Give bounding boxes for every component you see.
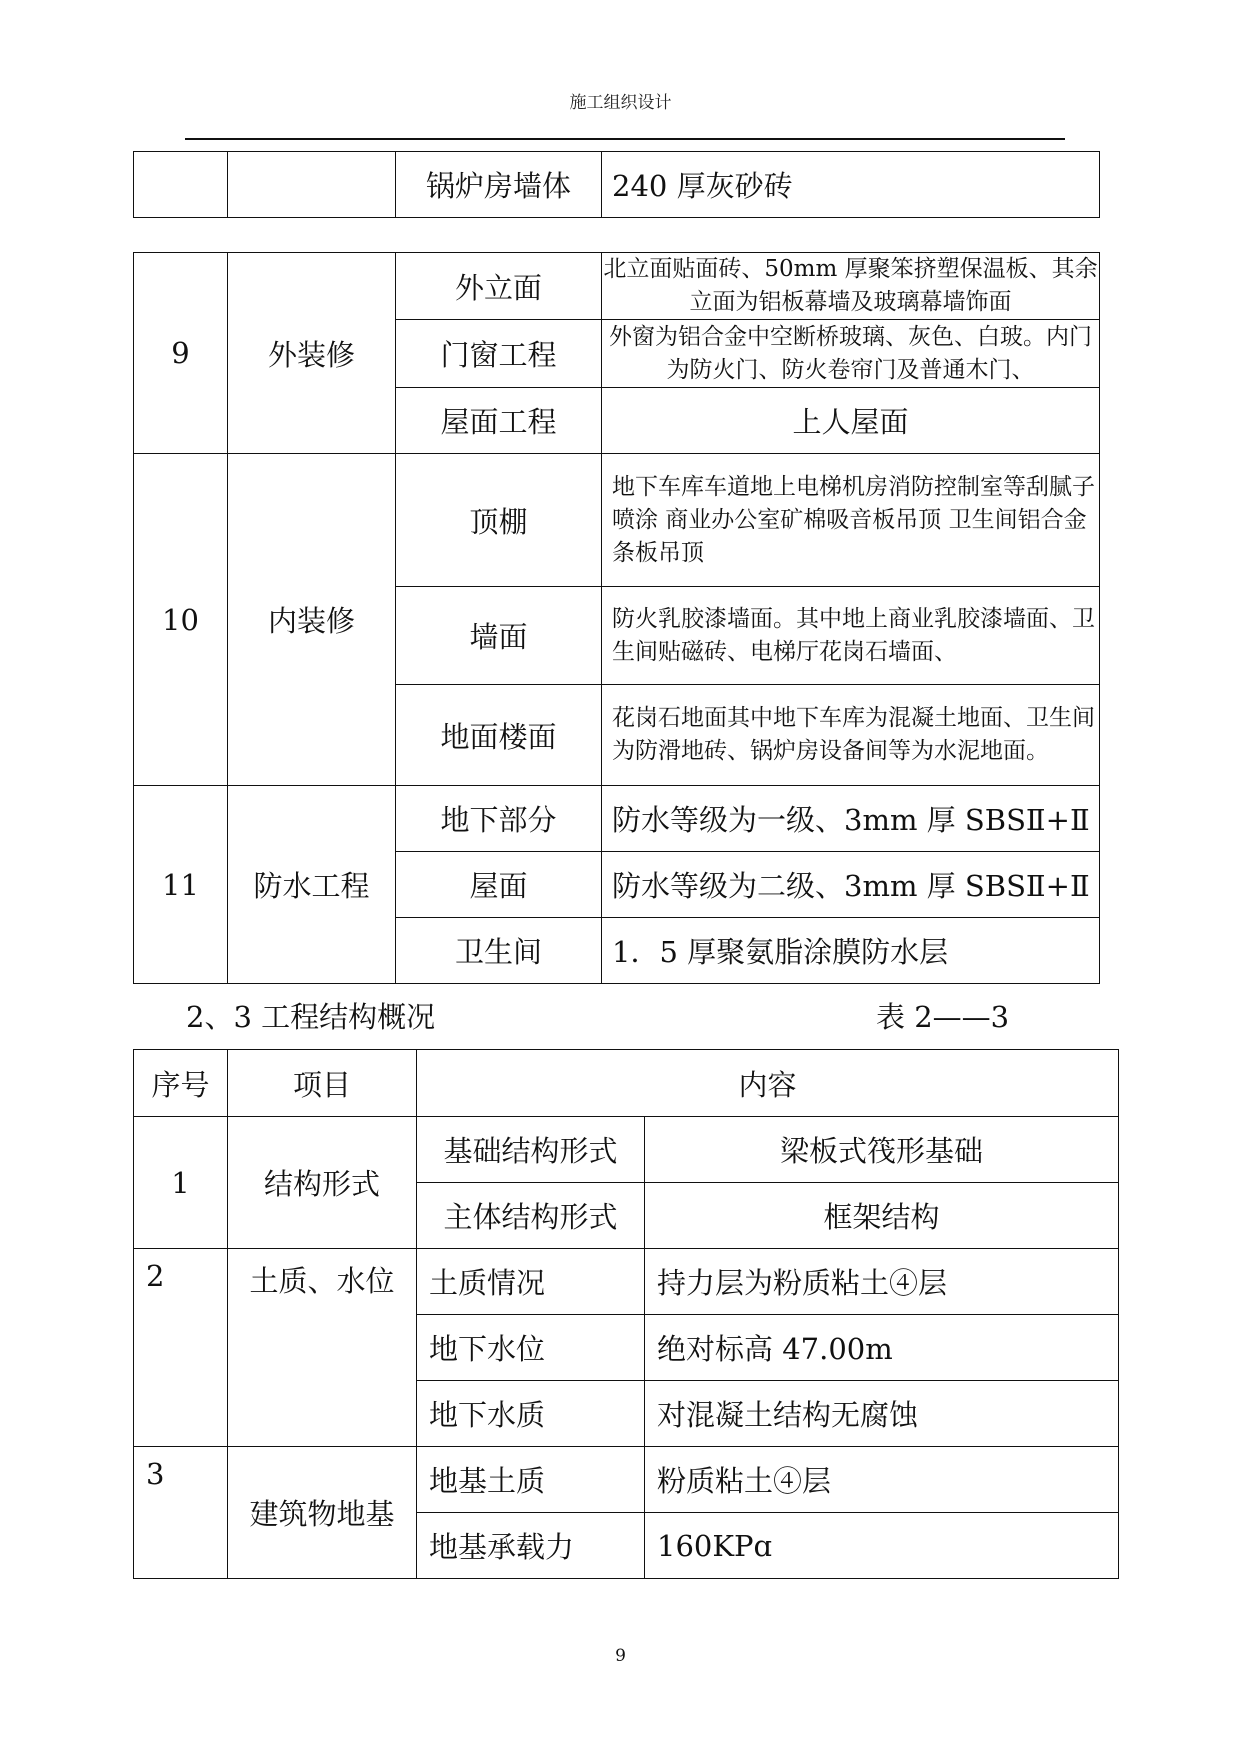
table-row — [134, 253, 1100, 320]
cell-content: 持力层为粉质粘土④层 — [645, 1249, 1119, 1315]
cell-item: 外装修 — [228, 253, 396, 454]
cell-part: 地下水质 — [417, 1381, 645, 1447]
cell-part: 地基土质 — [417, 1447, 645, 1513]
cell-part: 门窗工程 — [396, 320, 602, 388]
table-row — [134, 1117, 1119, 1183]
table-finishing — [133, 252, 1100, 984]
cell-no: 9 — [134, 253, 228, 454]
cell-part: 地基承载力 — [417, 1513, 645, 1579]
cell-part: 屋面工程 — [396, 388, 602, 454]
cell-content: 框架结构 — [645, 1183, 1119, 1249]
cell-part: 地面楼面 — [396, 685, 602, 786]
header-content: 内容 — [417, 1050, 1119, 1117]
cell-no: 10 — [134, 454, 228, 786]
cell-part: 屋面 — [396, 852, 602, 918]
cell-content: 防火乳胶漆墙面。其中地上商业乳胶漆墙面、卫生间贴磁砖、电梯厅花岗石墙面、 — [602, 587, 1100, 685]
cell-item: 土质、水位 — [228, 1249, 417, 1447]
cell-part: 卫生间 — [396, 918, 602, 984]
cell-content: 梁板式筏形基础 — [645, 1117, 1119, 1183]
cell-item — [228, 152, 396, 218]
cell-item: 建筑物地基 — [228, 1447, 417, 1579]
cell-item: 结构形式 — [228, 1117, 417, 1249]
cell-no: 1 — [134, 1117, 228, 1249]
cell-content: 240 厚灰砂砖 — [602, 152, 1100, 218]
cell-part: 基础结构形式 — [417, 1117, 645, 1183]
cell-content: 对混凝土结构无腐蚀 — [645, 1381, 1119, 1447]
cell-content: 上人屋面 — [602, 388, 1100, 454]
cell-part: 锅炉房墙体 — [396, 152, 602, 218]
table-structure — [133, 1049, 1119, 1579]
cell-content: 防水等级为二级、3mm 厚 SBSⅡ+Ⅱ — [602, 852, 1100, 918]
cell-part: 地下部分 — [396, 786, 602, 852]
table-number: 表 2——3 — [876, 1000, 1010, 1034]
cell-part: 地下水位 — [417, 1315, 645, 1381]
page-header-title: 施工组织设计 — [569, 93, 672, 113]
cell-no: 11 — [134, 786, 228, 984]
table-continuation — [133, 151, 1100, 218]
cell-content: 防水等级为一级、3mm 厚 SBSⅡ+Ⅱ — [602, 786, 1100, 852]
cell-part: 外立面 — [396, 253, 602, 320]
cell-item: 内装修 — [228, 454, 396, 786]
cell-content: 地下车库车道地上电梯机房消防控制室等刮腻子喷涂 商业办公室矿棉吸音板吊顶 卫生间铝合金条板吊顶 — [602, 454, 1100, 587]
cell-content: 外窗为铝合金中空断桥玻璃、灰色、白玻。内门为防火门、防火卷帘门及普通木门、 — [602, 320, 1100, 388]
header-divider — [185, 138, 1065, 140]
section-title: 2、3 工程结构概况 — [186, 1000, 436, 1034]
table-row — [134, 786, 1100, 852]
table-row — [134, 1249, 1119, 1315]
table-header-row — [134, 1050, 1119, 1117]
table-row — [134, 454, 1100, 587]
header-item: 项目 — [228, 1050, 417, 1117]
cell-content: 1．5 厚聚氨脂涂膜防水层 — [602, 918, 1100, 984]
cell-no: 3 — [134, 1447, 228, 1579]
cell-content: 绝对标高 47.00m — [645, 1315, 1119, 1381]
header-no: 序号 — [134, 1050, 228, 1117]
page-number: 9 — [615, 1646, 626, 1666]
cell-content: 粉质粘土④层 — [645, 1447, 1119, 1513]
cell-content: 160KPɑ — [645, 1513, 1119, 1579]
table-row — [134, 1447, 1119, 1513]
cell-item: 防水工程 — [228, 786, 396, 984]
cell-part: 顶棚 — [396, 454, 602, 587]
table-row — [134, 152, 1100, 218]
cell-content: 花岗石地面其中地下车库为混凝土地面、卫生间为防滑地砖、锅炉房设备间等为水泥地面。 — [602, 685, 1100, 786]
cell-part: 土质情况 — [417, 1249, 645, 1315]
cell-part: 墙面 — [396, 587, 602, 685]
cell-no — [134, 152, 228, 218]
cell-part: 主体结构形式 — [417, 1183, 645, 1249]
cell-content: 北立面贴面砖、50mm 厚聚笨挤塑保温板、其余立面为铝板幕墙及玻璃幕墙饰面 — [602, 253, 1100, 320]
cell-no: 2 — [134, 1249, 228, 1447]
